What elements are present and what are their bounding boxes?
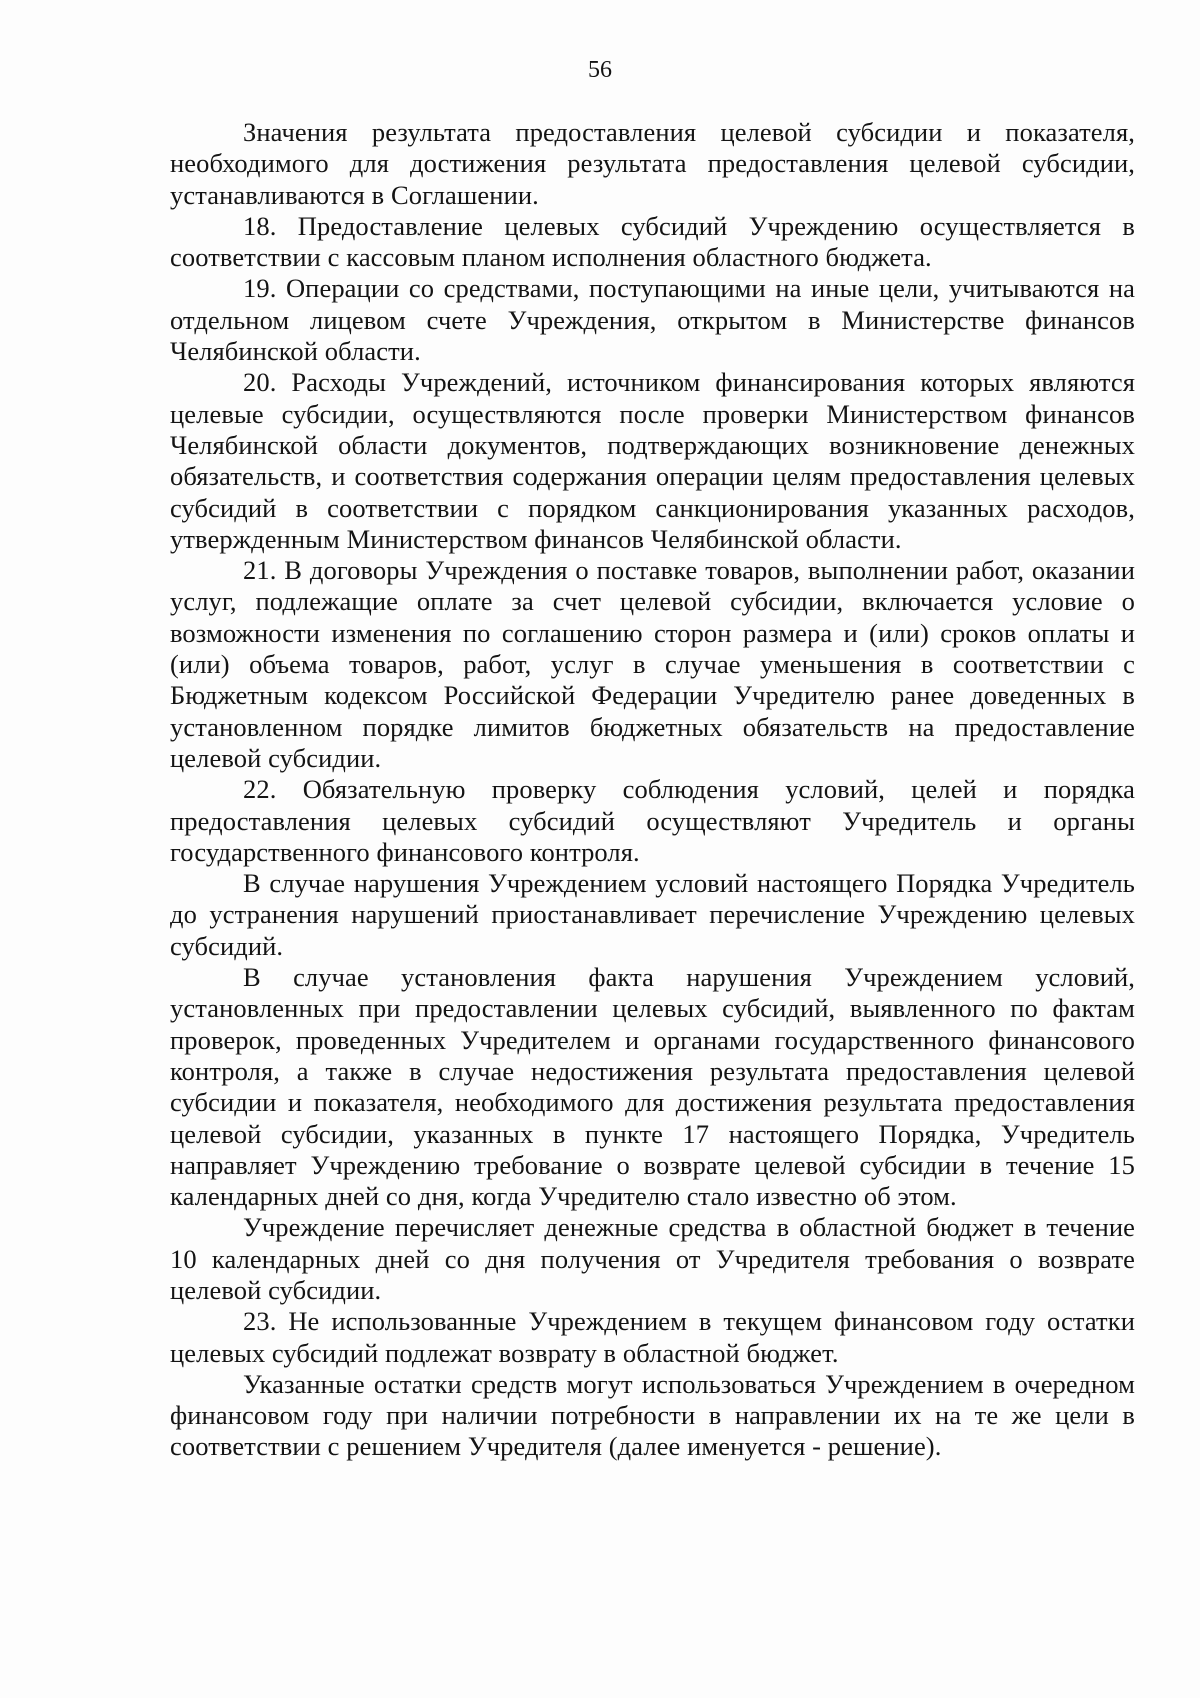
paragraph-violation-return-request: В случае установления факта нарушения Учреждением условий, установленных при предоставлении целевых субсидий, выявленного по фактам проверок, проведенных Учредителем и органами государственного финансового контроля, а также в случае недостижения результата предоставления целевой субсидии и показателя, необходимого для достижения результата предоставления целевой субсидии, указанных в пункте 17 настоящего Порядка, Учредитель направляет Учреждению требование о возврате целевой субсидии в течение 15 календарных дней со дня, когда Учредителю стало известно об этом.	[170, 962, 1135, 1212]
paragraph-item-18: 18. Предоставление целевых субсидий Учреждению осуществляется в соответствии с кассовым планом исполнения областного бюджета.	[170, 210, 1135, 273]
paragraph-item-21: 21. В договоры Учреждения о поставке товаров, выполнении работ, оказании услуг, подлежащие оплате за счет целевой субсидии, включается условие о возможности изменения по соглашению сторон размера и (или) сроков оплаты и (или) объема товаров, работ, услуг в случае уменьшения в соответствии с Бюджетным кодексом Российской Федерации Учредителю ранее доведенных в установленном порядке лимитов бюджетных обязательств на предоставление целевой субсидии.	[170, 555, 1135, 773]
document-body	[170, 117, 1135, 1463]
paragraph-item-20: 20. Расходы Учреждений, источником финансирования которых являются целевые субсидии, осуществляются после проверки Министерством финансов Челябинской области документов, подтверждающих возникновение денежных обязательств, и соответствия содержания операции целям предоставления целевых субсидий в соответствии с порядком санкционирования указанных расходов, утвержденным Министерством финансов Челябинской области.	[170, 367, 1135, 554]
paragraph-remaining-funds-use: Указанные остатки средств могут использоваться Учреждением в очередном финансовом году при наличии потребности в направлении их на те же цели в соответствии с решением Учредителя (далее именуется - решение).	[170, 1368, 1135, 1462]
page-number: 56	[588, 57, 612, 83]
paragraph-funds-return: Учреждение перечисляет денежные средства в областной бюджет в течение 10 календарных дней со дня получения от Учредителя требования о возврате целевой субсидии.	[170, 1212, 1135, 1305]
paragraph-item-19: 19. Операции со средствами, поступающими на иные цели, учитываются на отдельном лицевом счете Учреждения, открытом в Министерстве финансов Челябинской области.	[170, 273, 1135, 367]
paragraph-item-23: 23. Не использованные Учреждением в текущем финансовом году остатки целевых субсидий подлежат возврату в областной бюджет.	[170, 1306, 1135, 1368]
paragraph-results-values: Значения результата предоставления целевой субсидии и показателя, необходимого для достижения результата предоставления целевой субсидии, устанавливаются в Соглашении.	[170, 117, 1135, 210]
paragraph-violation-suspension: В случае нарушения Учреждением условий настоящего Порядка Учредитель до устранения нарушений приостанавливает перечисление Учреждению целевых субсидий.	[170, 868, 1135, 961]
paragraph-item-22: 22. Обязательную проверку соблюдения условий, целей и порядка предоставления целевых субсидий осуществляют Учредитель и органы государственного финансового контроля.	[170, 774, 1135, 867]
